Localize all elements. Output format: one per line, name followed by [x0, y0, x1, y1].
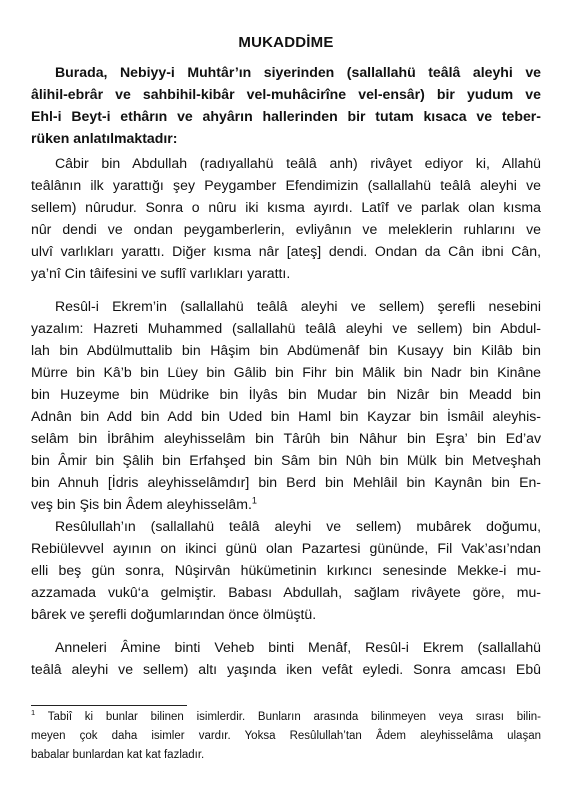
paragraph-line: Anneleri Âmine binti Veheb binti Menâf, Resûl-i Ekrem (sallallahü — [55, 639, 541, 655]
footnote-reference[interactable]: 1 — [251, 495, 257, 506]
paragraph-line: ya’nî Cin tâifesini ve suflî varlıkları yarattı. — [31, 265, 291, 281]
footnote-line: meyen çok daha isimler vardır. Yoksa Resûlullah’tan Âdem aleyhisselâma ulaşan — [31, 730, 541, 742]
paragraph-line-last — [31, 493, 541, 515]
paragraph-mother — [31, 636, 541, 680]
paragraph-line: nûr dendi ve ondan peygamberlerin, evliyânın ve meleklerin ruhlarını ve — [31, 221, 541, 237]
footnote-text: Tabiî ki bunlar bilinen isimlerdir. Bunların arasında bilinmeyen veya sırası bilin- — [47, 711, 541, 723]
intro-line: âlihil-ebrâr ve sahbihil-kibâr vel-muhâcirîne vel-ensâr) bir yudum ve — [31, 86, 541, 102]
paragraph-line: elli beş gün sonra, Nûşirvân hükümetinin kırkıncı senesinde Mekke-i mu- — [31, 562, 541, 578]
footnote — [31, 708, 541, 765]
footnote-line — [31, 708, 541, 727]
paragraph-line: sellem) nûrudur. Sonra o nûru iki kısma ayırdı. Latîf ve parlak olan kısma — [31, 199, 541, 215]
paragraph-line: yazalım: Hazreti Muhammed (sallallahü teâlâ aleyhi ve sellem) bin Abdul- — [31, 320, 541, 336]
paragraph-line: bin Ahnuh [İdris aleyhisselâmdır] bin Berd bin Mehlâil bin Kaynân bin En- — [31, 474, 541, 490]
paragraph-line: teâlânın ilk yarattığı şey Peygamber Efendimizin (sallallahü teâlâ aleyhi ve — [31, 177, 541, 193]
paragraph-line: ulvî varlıkları yarattı. Diğer kısma nâr [ateş] dendi. Ondan da Cân ibni Cân, — [31, 243, 541, 259]
paragraph-line: lah bin Abdülmuttalib bin Hâşim bin Abdümenâf bin Kusayy bin Kilâb bin — [31, 342, 541, 358]
paragraph-line: Resûl-i Ekrem’in (sallallahü teâlâ aleyhi ve sellem) şerefli nesebini — [55, 298, 541, 314]
paragraph-line: Câbir bin Abdullah (radıyallahü teâlâ anh) rivâyet ediyor ki, Allahü — [55, 155, 541, 171]
paragraph-line: Rebiülevvel ayının on ikinci günü olan Pazartesi gününde, Fil Vak’ası’ndan — [31, 540, 541, 556]
intro-line: Ehl-i Beyt-i ethârın ve ahyârın hallerinden bir tutam kısaca ve teber- — [31, 108, 541, 124]
paragraph-line: azzamada vukû‘a gelmiştir. Babası Abdullah, sağlam rivâyete göre, mu- — [31, 584, 541, 600]
footnote-line: babalar bunlardan kat kat fazladır. — [31, 749, 205, 761]
footnote-divider — [31, 705, 187, 706]
paragraph-line: selâm bin İbrâhim aleyhisselâm bin Târûh bin Nâhur bin Eşra’ bin Ed’av — [31, 430, 541, 446]
paragraph-line: bârek ve şerefli doğumlarından önce ölmüştü. — [31, 606, 317, 622]
footnote-number: 1 — [31, 708, 36, 718]
paragraph-line: Adnân bin Add bin Add bin Uded bin Haml bin Kayzar bin İsmâil aleyhis- — [31, 408, 541, 424]
intro-paragraph — [31, 61, 541, 149]
paragraph-lineage — [31, 295, 541, 515]
intro-line: rüken anlatılmaktadır: — [31, 130, 178, 146]
page-title: MUKADDİME — [238, 34, 334, 51]
paragraph-line: bin Âmir bin Şâlih bin Erfahşed bin Sâm bin Nûh bin Mülk bin Metveşhah — [31, 452, 541, 468]
paragraph-birth — [31, 515, 541, 625]
paragraph-line: Resûlullah’ın (sallallahü teâlâ aleyhi ve sellem) mubârek doğumu, — [55, 518, 541, 534]
intro-line: Burada, Nebiyy-i Muhtâr’ın siyerinden (sallallahü teâlâ aleyhi ve — [55, 64, 541, 80]
paragraph-line: teâlâ aleyhi ve sellem) altı yaşında iken vefât eyledi. Sonra amcası Ebû — [31, 661, 541, 677]
paragraph-line: Mürre bin Kâ’b bin Lüey bin Gâlib bin Fihr bin Mâlik bin Nadr bin Kinâne — [31, 364, 541, 380]
paragraph-creation — [31, 152, 541, 284]
paragraph-line-text: veş bin Şis bin Âdem aleyhisselâm. — [31, 496, 252, 512]
paragraph-line: bin Huzeyme bin Müdrike bin İlyâs bin Mudar bin Nizâr bin Meadd bin — [31, 386, 541, 402]
